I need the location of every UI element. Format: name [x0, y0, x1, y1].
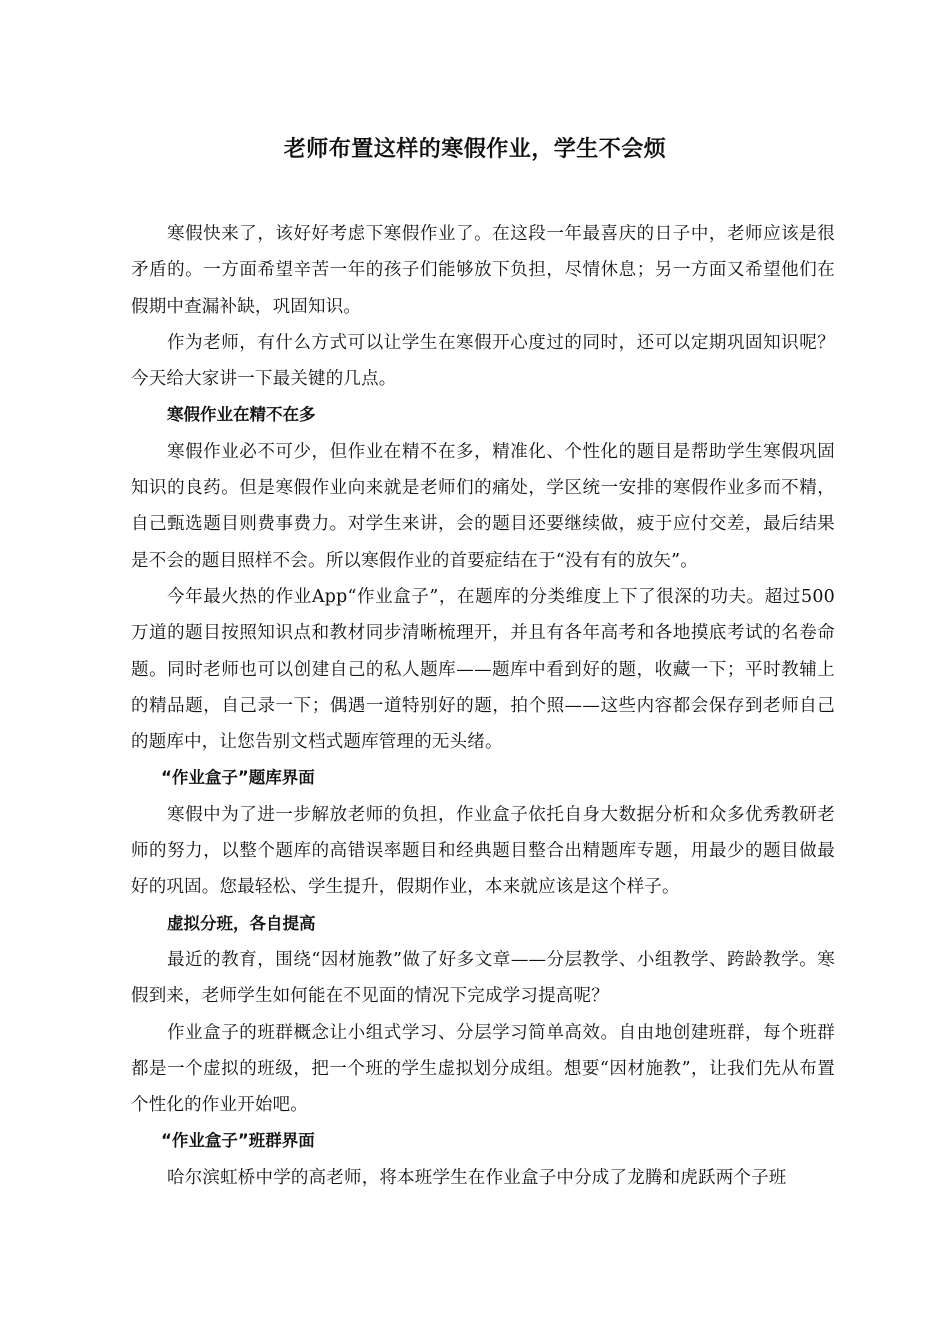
- paragraph-featured-bank: 寒假中为了进一步解放老师的负担，作业盒子依托自身大数据分析和众多优秀教研老师的努力，以整个题库的高错误率题目和经典题目整合出精题库专题，用最少的题目做最好的巩固。您最轻松、学生提升，假期作业，本来就应该是这个样子。: [131, 804, 835, 898]
- section-heading-quality: 寒假作业在精不在多: [167, 405, 316, 425]
- document-body: [131, 216, 835, 1196]
- paragraph-example: 哈尔滨虹桥中学的高老师，将本班学生在作业盒子中分成了龙腾和虎跃两个子班: [167, 1167, 787, 1188]
- caption-class-group: “作业盒子”班群界面: [161, 1131, 315, 1151]
- paragraph-quality: 寒假作业必不可少，但作业在精不在多，精准化、个性化的题目是帮助学生寒假巩固知识的良药。但是寒假作业向来就是老师们的痛处，学区统一安排的寒假作业多而不精，自己甄选题目则费事费力。对学生来讲，会的题目还要继续做，疲于应付交差，最后结果是不会的题目照样不会。所以寒假作业的首要症结在于“没有有的放矢”。: [131, 441, 835, 571]
- document-title: 老师布置这样的寒假作业，学生不会烦: [283, 137, 667, 162]
- paragraph-teaching: 最近的教育，围绕“因材施教”做了好多文章——分层教学、小组教学、跨龄教学。寒假到来，老师学生如何能在不见面的情况下完成学习提高呢？: [131, 949, 835, 1007]
- section-heading-virtual-class: 虚拟分班，各自提高: [167, 913, 316, 933]
- paragraph-class-groups: 作业盒子的班群概念让小组式学习、分层学习简单高效。自由地创建班群，每个班群都是一个虚拟的班级，把一个班的学生虚拟划分成组。想要“因材施教”，让我们先从布置个性化的作业开始吧。: [131, 1022, 835, 1116]
- paragraph-intro: 寒假快来了，该好好考虑下寒假作业了。在这段一年最喜庆的日子中，老师应该是很矛盾的。一方面希望辛苦一年的孩子们能够放下负担，尽情休息；另一方面又希望他们在假期中查漏补缺，巩固知识。: [131, 224, 835, 317]
- paragraph-question: 作为老师，有什么方式可以让学生在寒假开心度过的同时，还可以定期巩固知识呢？今天给大家讲一下最关键的几点。: [131, 332, 835, 390]
- caption-question-bank: “作业盒子”题库界面: [161, 768, 315, 788]
- paragraph-app: 今年最火热的作业App“作业盒子”，在题库的分类维度上下了很深的功夫。超过500万道的题目按照知识点和教材同步清晰梳理开，并且有各年高考和各地摸底考试的名卷命题。同时老师也可以创建自己的私人题库——题库中看到好的题，收藏一下；平时教辅上的精品题，自己录一下；偶遇一道特别好的题，拍个照——这些内容都会保存到老师自己的题库中，让您告别文档式题库管理的无头绪。: [131, 586, 835, 753]
